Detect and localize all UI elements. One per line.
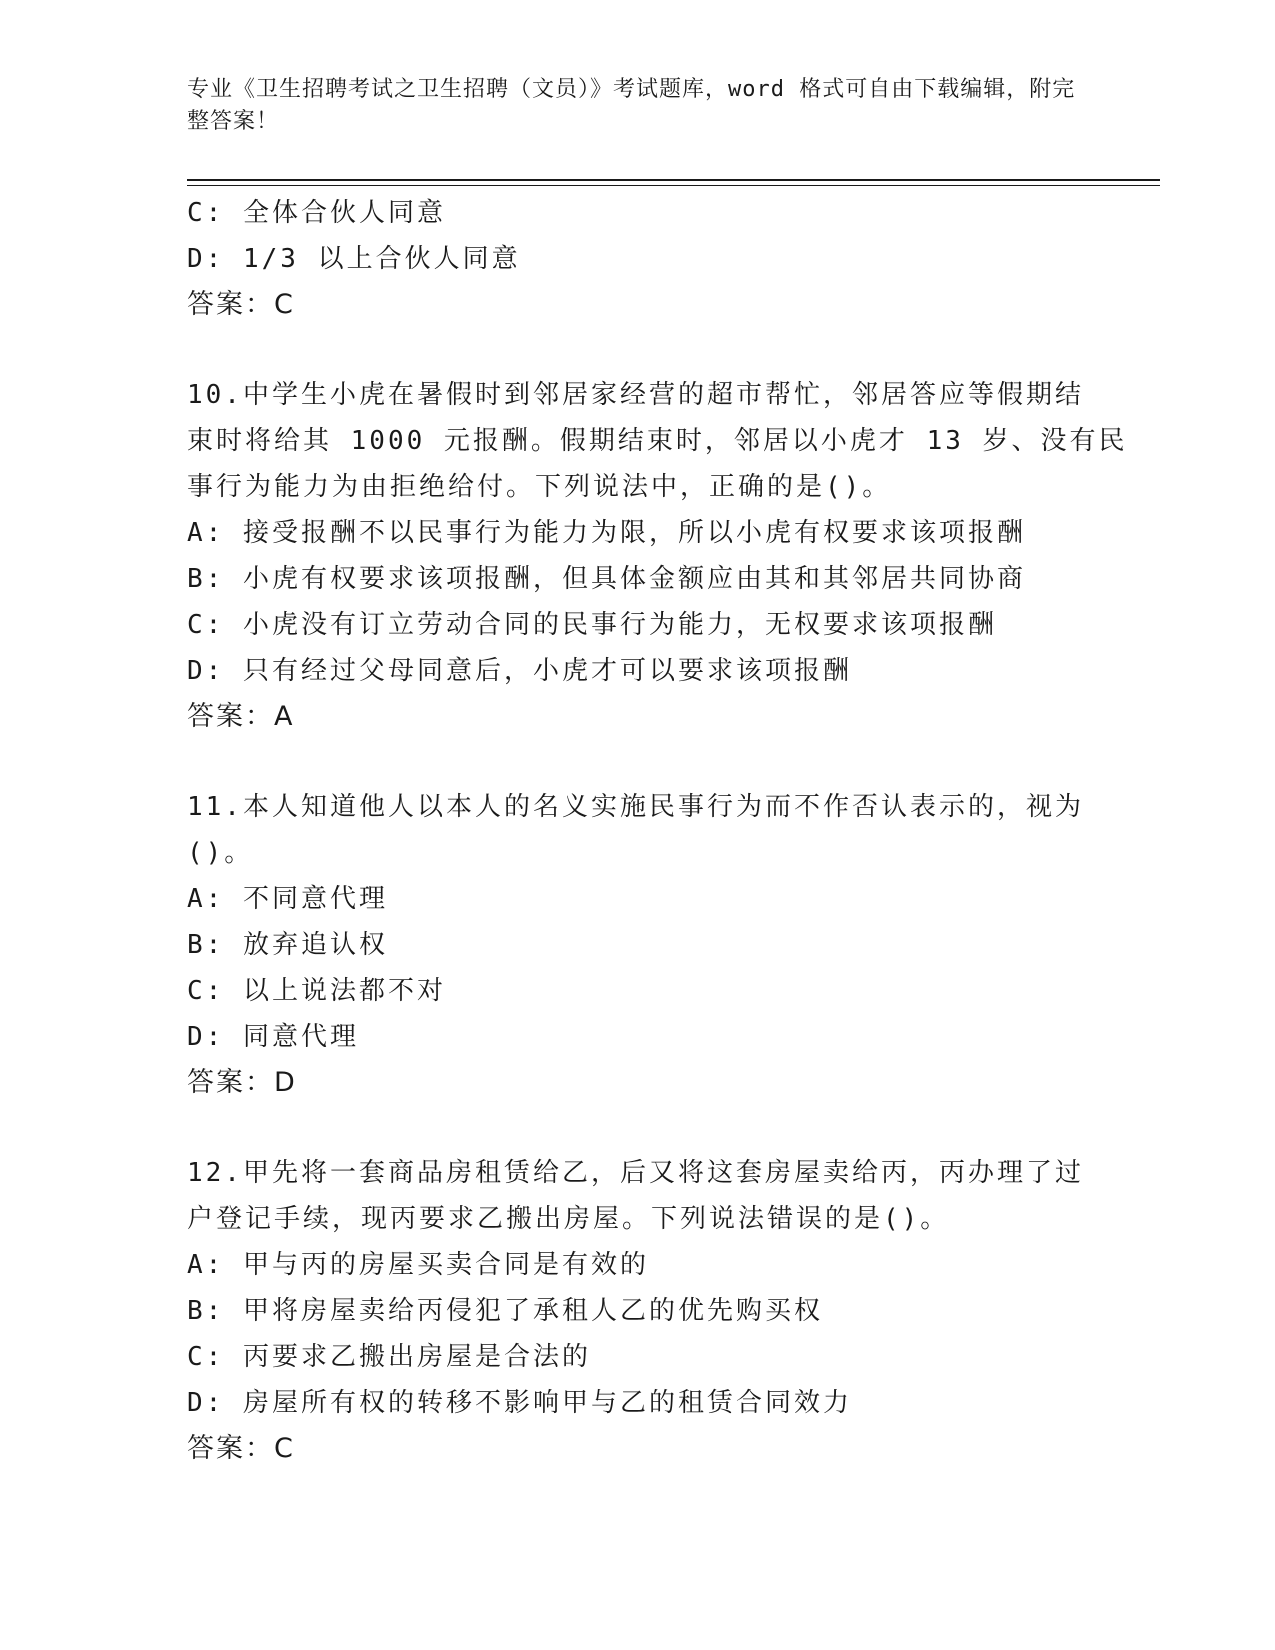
question-text-line: 户登记手续，现丙要求乙搬出房屋。下列说法错误的是()。: [187, 1204, 950, 1234]
question-text-line: 事行为能力为由拒绝给付。下列说法中，正确的是()。: [187, 472, 892, 502]
spacer: [187, 1106, 1087, 1150]
question-text-line: 12.甲先将一套商品房租赁给乙，后又将这套房屋卖给丙，丙办理了过: [187, 1158, 1084, 1188]
header-rule-thick: [187, 179, 1160, 181]
option-c: C: 丙要求乙搬出房屋是合法的: [187, 1342, 591, 1372]
option-d: D: 只有经过父母同意后，小虎才可以要求该项报酬: [187, 656, 852, 686]
option-c: C: 以上说法都不对: [187, 976, 446, 1006]
answer: 答案：C: [187, 1433, 295, 1464]
option-c: C: 小虎没有订立劳动合同的民事行为能力，无权要求该项报酬: [187, 610, 997, 640]
question-list: [187, 190, 1128, 1472]
option-b: B: 放弃追认权: [187, 930, 388, 960]
option-c: C: 全体合伙人同意: [187, 198, 446, 228]
option-a: A: 接受报酬不以民事行为能力为限，所以小虎有权要求该项报酬: [187, 518, 1026, 548]
question-12: [187, 1150, 1087, 1472]
answer: 答案：A: [187, 701, 295, 732]
question-text-line: ()。: [187, 838, 254, 868]
option-a: A: 不同意代理: [187, 884, 388, 914]
question-text-line: 束时将给其 1000 元报酬。假期结束时，邻居以小虎才 13 岁、没有民: [187, 426, 1128, 456]
option-a: A: 甲与丙的房屋买卖合同是有效的: [187, 1250, 649, 1280]
question-11: [187, 784, 1087, 1106]
page-header: 专业《卫生招聘考试之卫生招聘（文员）》考试题库，word 格式可自由下载编辑，附完整答案！: [187, 77, 1076, 134]
option-b: B: 甲将房屋卖给丙侵犯了承租人乙的优先购买权: [187, 1296, 823, 1326]
question-text-line: 10.中学生小虎在暑假时到邻居家经营的超市帮忙，邻居答应等假期结: [187, 380, 1084, 410]
option-d: D: 房屋所有权的转移不影响甲与乙的租赁合同效力: [187, 1388, 852, 1418]
option-d: D: 1/3 以上合伙人同意: [187, 244, 521, 274]
spacer: [187, 740, 1087, 784]
spacer: [187, 328, 1087, 372]
answer: 答案：D: [187, 1067, 297, 1098]
option-d: D: 同意代理: [187, 1022, 359, 1052]
option-b: B: 小虎有权要求该项报酬，但具体金额应由其和其邻居共同协商: [187, 564, 1026, 594]
answer: 答案：C: [187, 289, 295, 320]
header-rule-thin: [187, 185, 1160, 186]
question-10: [187, 372, 1128, 740]
question-text-line: 11.本人知道他人以本人的名义实施民事行为而不作否认表示的，视为: [187, 792, 1084, 822]
